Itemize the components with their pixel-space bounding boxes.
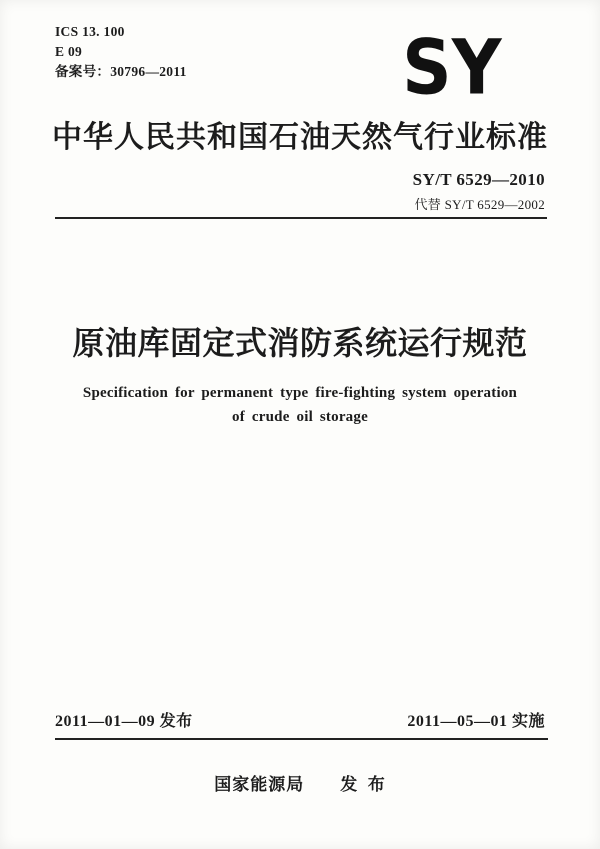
replaces-note: 代替 SY/T 6529—2002 — [414, 197, 545, 212]
issue-date: 2011—01—09 发布 — [55, 713, 193, 730]
record-number: 备案号：30796—2011 — [55, 64, 187, 79]
standard-category-title: 中华人民共和国石油天然气行业标准 — [52, 120, 548, 155]
document-title-en — [0, 381, 600, 429]
document-title-cn: 原油库固定式消防系统运行规范 — [72, 324, 528, 362]
implementation-date: 2011—05—01 实施 — [407, 713, 545, 730]
standard-number: SY/T 6529—2010 — [412, 170, 545, 189]
publisher: 国家能源局 发 布 — [214, 775, 386, 795]
standard-number-block — [413, 170, 545, 213]
meta-block — [55, 22, 187, 82]
ics-code: ICS 13. 100 — [55, 24, 125, 39]
title-en-line1: Specification for permanent type fire-fighting system operation — [82, 385, 518, 401]
sy-logo: SY — [402, 23, 502, 112]
classification-code: E 09 — [55, 44, 83, 59]
dates-row — [55, 708, 545, 731]
bottom-rule — [55, 738, 548, 740]
title-en-line2: of crude oil storage — [232, 409, 368, 425]
top-rule — [55, 217, 547, 219]
